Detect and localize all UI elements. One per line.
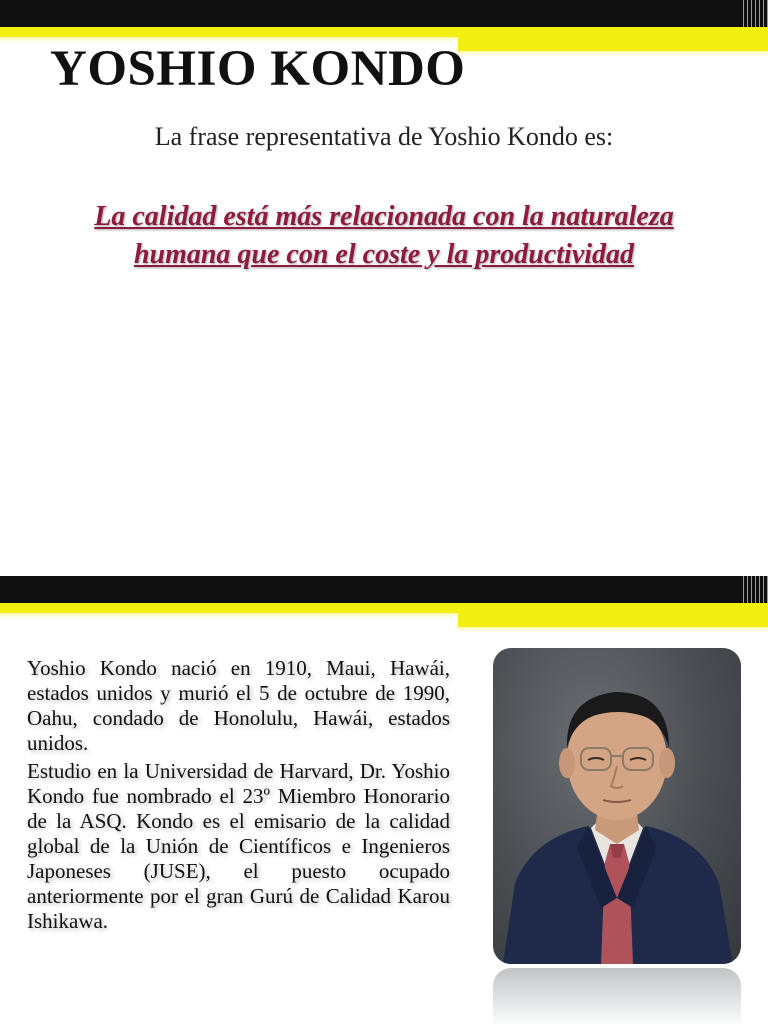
slide-2 bbox=[0, 576, 768, 1024]
portrait-photo bbox=[493, 648, 741, 964]
photo-reflection bbox=[493, 968, 741, 1024]
bio-paragraph-birth: Yoshio Kondo nació en 1910, Maui, Hawái, estados unidos y murió el 5 de octubre de 1990, Oahu, condado de Honolulu, Hawái, estados unidos. bbox=[27, 656, 450, 755]
yellow-stripe-right bbox=[458, 613, 768, 627]
yellow-glow-right bbox=[458, 51, 768, 56]
slide-title: YOSHIO KONDO bbox=[50, 41, 466, 97]
black-bar bbox=[0, 576, 768, 603]
slide-subtitle: La frase representativa de Yoshio Kondo es: bbox=[154, 122, 614, 151]
header-band bbox=[0, 576, 768, 636]
yellow-stripe bbox=[0, 603, 768, 613]
biography-text bbox=[27, 656, 450, 937]
yellow-stripe-right bbox=[458, 37, 768, 51]
featured-quote: La calidad está más relacionada con la naturaleza humana que con el coste y la productividad bbox=[94, 201, 674, 270]
portrait-illustration bbox=[493, 648, 741, 964]
yellow-stripe bbox=[0, 27, 768, 37]
bio-paragraph-career: Estudio en la Universidad de Harvard, Dr. Yoshio Kondo fue nombrado el 23º Miembro Honorario de la ASQ. Kondo es el emisario de la calidad global de la Unión de Científicos e Ingenieros Japoneses (JUSE), el puesto ocupado anteriormente por el gran Gurú de Calidad Karou Ishikawa. bbox=[27, 759, 450, 933]
black-bar bbox=[0, 0, 768, 27]
yellow-glow-right bbox=[458, 627, 768, 632]
